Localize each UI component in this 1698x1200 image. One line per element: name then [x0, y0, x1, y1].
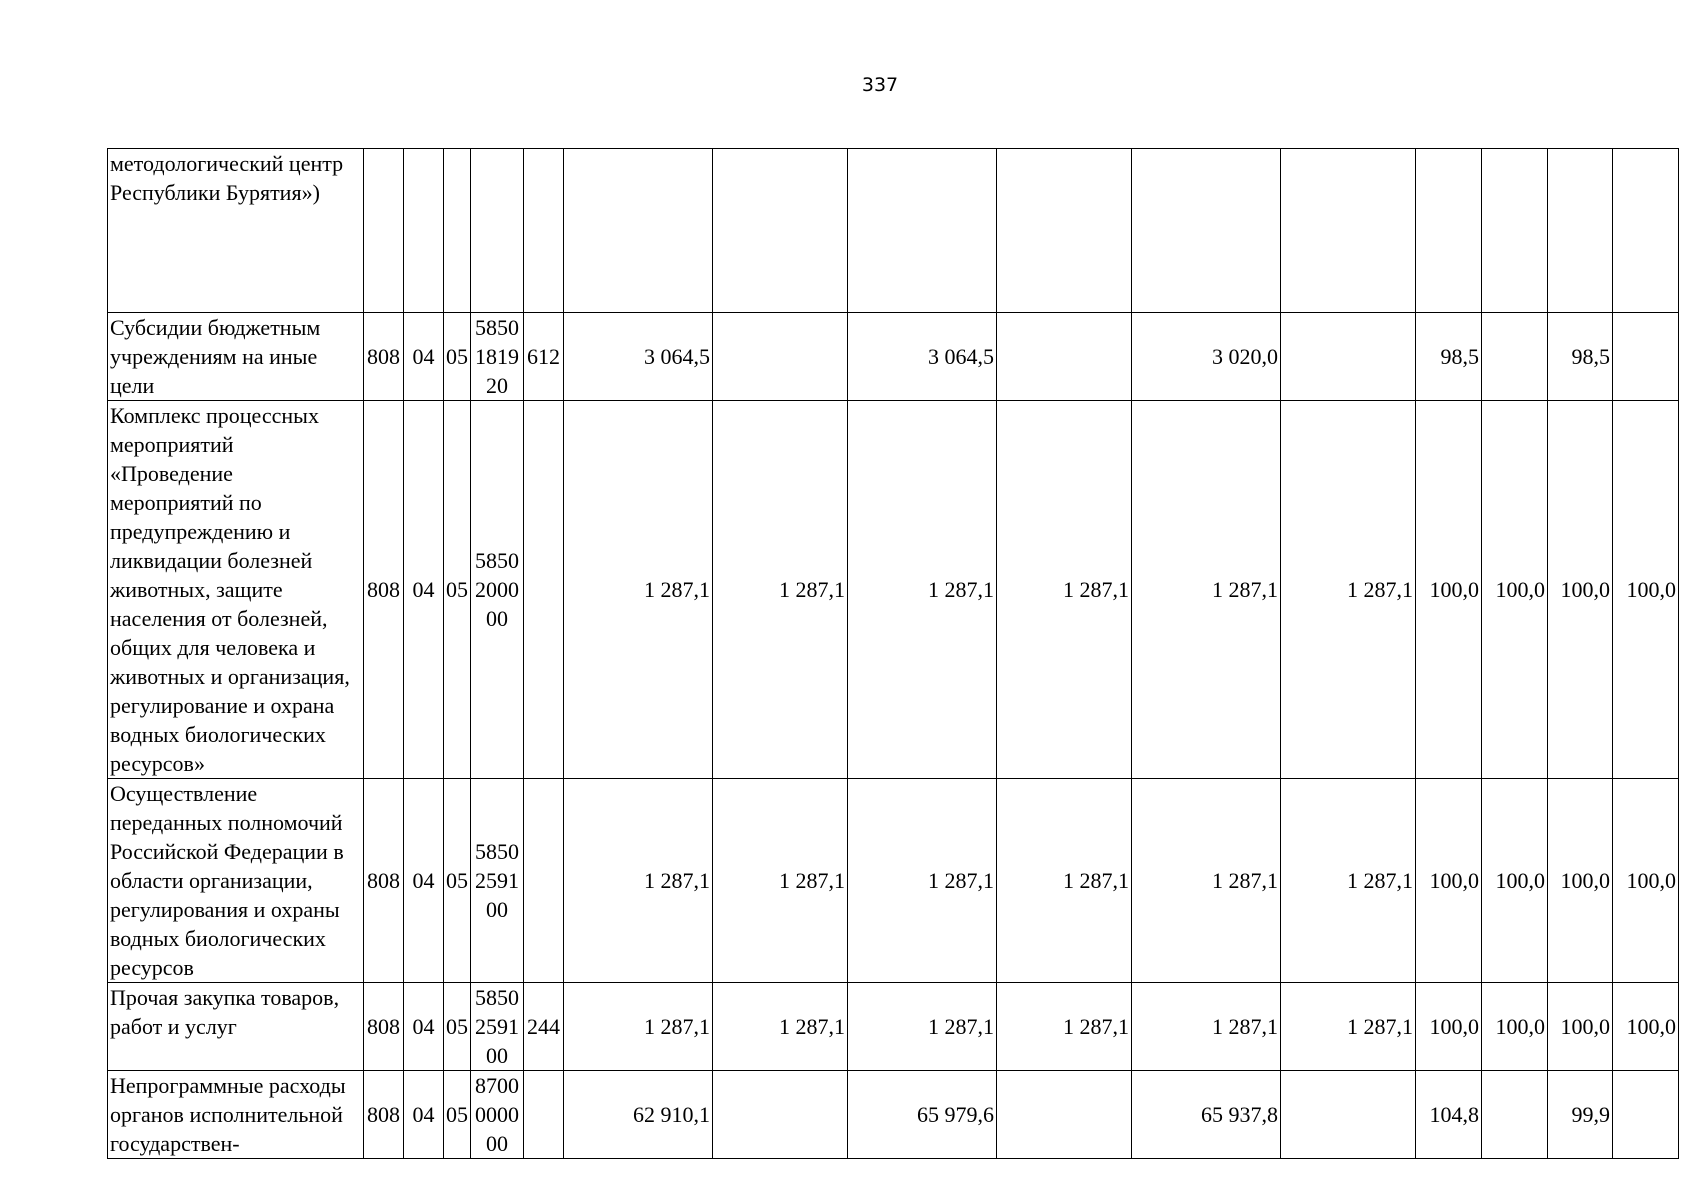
pr-code: 05: [444, 983, 471, 1071]
value-3: 1 287,1: [848, 779, 997, 983]
pr-code: 05: [444, 401, 471, 779]
ved-code: [364, 149, 404, 313]
percent-1: 100,0: [1416, 983, 1482, 1071]
pr-code: 05: [444, 1071, 471, 1159]
value-4: [997, 149, 1132, 313]
value-1: 62 910,1: [564, 1071, 713, 1159]
percent-3: 100,0: [1548, 779, 1613, 983]
csr-code: 5850 1819 20: [471, 313, 524, 401]
percent-4: 100,0: [1613, 779, 1679, 983]
value-4: 1 287,1: [997, 401, 1132, 779]
ved-code: 808: [364, 779, 404, 983]
value-6: [1281, 1071, 1416, 1159]
value-1: 3 064,5: [564, 313, 713, 401]
value-6: 1 287,1: [1281, 983, 1416, 1071]
ved-code: 808: [364, 983, 404, 1071]
percent-1: 104,8: [1416, 1071, 1482, 1159]
row-name: Субсидии бюджетным учреждениям на иные цели: [108, 313, 364, 401]
percent-3: 99,9: [1548, 1071, 1613, 1159]
pr-code: 05: [444, 779, 471, 983]
rz-code: 04: [404, 401, 444, 779]
value-4: [997, 313, 1132, 401]
value-1: 1 287,1: [564, 401, 713, 779]
value-5: 1 287,1: [1132, 983, 1281, 1071]
value-5: 65 937,8: [1132, 1071, 1281, 1159]
percent-2: [1482, 1071, 1548, 1159]
row-name: Прочая закупка товаров, работ и услуг: [108, 983, 364, 1071]
percent-4: [1613, 1071, 1679, 1159]
percent-3: 100,0: [1548, 983, 1613, 1071]
value-2: 1 287,1: [713, 401, 848, 779]
percent-3: 98,5: [1548, 313, 1613, 401]
vr-code: [524, 401, 564, 779]
rz-code: 04: [404, 1071, 444, 1159]
table-row: [108, 149, 1679, 313]
table-row: [108, 1071, 1679, 1159]
percent-4: 100,0: [1613, 983, 1679, 1071]
csr-code: 5850 2000 00: [471, 401, 524, 779]
pr-code: 05: [444, 313, 471, 401]
value-3: 1 287,1: [848, 401, 997, 779]
percent-1: [1416, 149, 1482, 313]
rz-code: 04: [404, 313, 444, 401]
rz-code: 04: [404, 983, 444, 1071]
value-2: [713, 149, 848, 313]
percent-1: 98,5: [1416, 313, 1482, 401]
value-6: [1281, 149, 1416, 313]
value-1: 1 287,1: [564, 983, 713, 1071]
rz-code: 04: [404, 779, 444, 983]
percent-1: 100,0: [1416, 779, 1482, 983]
percent-2: [1482, 313, 1548, 401]
percent-3: [1548, 149, 1613, 313]
value-1: 1 287,1: [564, 779, 713, 983]
percent-1: 100,0: [1416, 401, 1482, 779]
value-4: [997, 1071, 1132, 1159]
value-5: 1 287,1: [1132, 779, 1281, 983]
table-row: [108, 983, 1679, 1071]
value-6: [1281, 313, 1416, 401]
page-number: 337: [861, 74, 899, 96]
value-3: 1 287,1: [848, 983, 997, 1071]
row-name: Непрограммные расходы органов исполнительной государствен-: [108, 1071, 364, 1159]
pr-code: [444, 149, 471, 313]
value-5: 1 287,1: [1132, 401, 1281, 779]
row-name: методологический центр Республики Бурятия»): [108, 149, 364, 313]
csr-code: [471, 149, 524, 313]
vr-code: 612: [524, 313, 564, 401]
vr-code: [524, 779, 564, 983]
vr-code: 244: [524, 983, 564, 1071]
value-6: 1 287,1: [1281, 401, 1416, 779]
value-6: 1 287,1: [1281, 779, 1416, 983]
percent-4: 100,0: [1613, 401, 1679, 779]
value-5: [1132, 149, 1281, 313]
percent-2: [1482, 149, 1548, 313]
value-5: 3 020,0: [1132, 313, 1281, 401]
percent-2: 100,0: [1482, 983, 1548, 1071]
csr-code: 8700 0000 00: [471, 1071, 524, 1159]
value-2: [713, 1071, 848, 1159]
value-3: [848, 149, 997, 313]
percent-3: 100,0: [1548, 401, 1613, 779]
table-row: [108, 401, 1679, 779]
vr-code: [524, 149, 564, 313]
value-3: 65 979,6: [848, 1071, 997, 1159]
value-4: 1 287,1: [997, 983, 1132, 1071]
percent-2: 100,0: [1482, 779, 1548, 983]
value-3: 3 064,5: [848, 313, 997, 401]
value-2: [713, 313, 848, 401]
value-1: [564, 149, 713, 313]
ved-code: 808: [364, 1071, 404, 1159]
value-4: 1 287,1: [997, 779, 1132, 983]
percent-4: [1613, 149, 1679, 313]
csr-code: 5850 2591 00: [471, 983, 524, 1071]
table-row: [108, 313, 1679, 401]
table-row: [108, 779, 1679, 983]
vr-code: [524, 1071, 564, 1159]
budget-table: [107, 148, 1679, 1159]
ved-code: 808: [364, 401, 404, 779]
rz-code: [404, 149, 444, 313]
percent-4: [1613, 313, 1679, 401]
row-name: Осуществление переданных полномочий Российской Федерации в области организации, регулирования и охраны водных биологических ресурсов: [108, 779, 364, 983]
row-name: Комплекс процессных мероприятий «Проведение мероприятий по предупреждению и ликвидации болезней животных, защите населения от болезней, общих для человека и животных и организация, регулирование и охрана водных биологических ресурсов»: [108, 401, 364, 779]
value-2: 1 287,1: [713, 779, 848, 983]
csr-code: 5850 2591 00: [471, 779, 524, 983]
percent-2: 100,0: [1482, 401, 1548, 779]
ved-code: 808: [364, 313, 404, 401]
value-2: 1 287,1: [713, 983, 848, 1071]
